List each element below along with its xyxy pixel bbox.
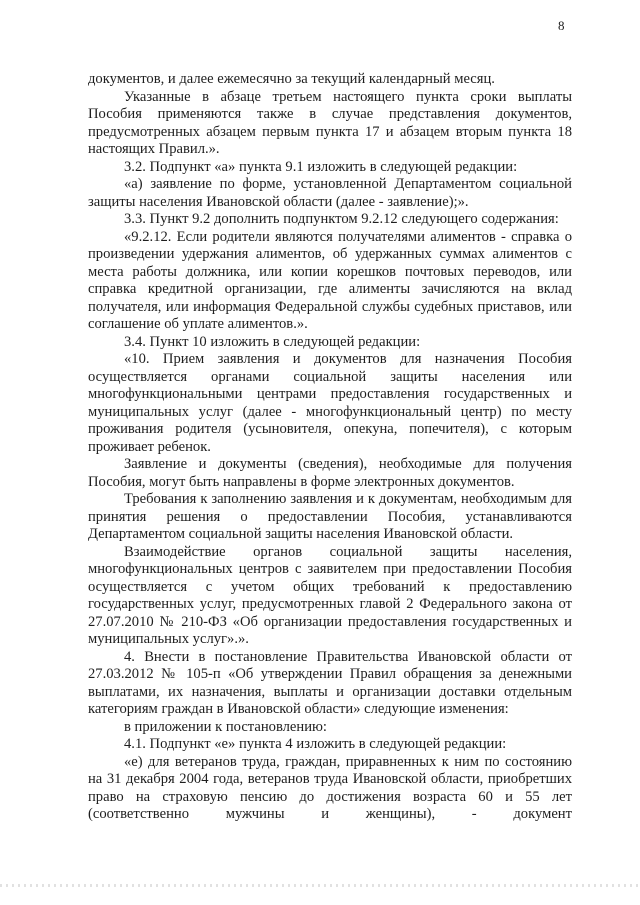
- paragraph-item-3-2: 3.2. Подпункт «а» пункта 9.1 изложить в следующей редакции:: [124, 158, 518, 175]
- paragraph-payment-terms: Указанные в абзаце третьем настоящего пункта сроки выплаты Пособия применяются также в случае представления документов, предусмотренных абзацем первым пункта 17 и абзацем вторым пункта 18 настоящих Правил.».: [88, 88, 572, 157]
- paragraph-continuation: документов, и далее ежемесячно за текущий календарный месяц.: [88, 71, 495, 87]
- paragraph-item-3-4: 3.4. Пункт 10 изложить в следующей редакции:: [124, 333, 421, 350]
- paragraph-item-3-3: 3.3. Пункт 9.2 дополнить подпунктом 9.2.12 следующего содержания:: [124, 211, 559, 227]
- paragraph-requirements: Требования к заполнению заявления и к документам, необходимым для принятия решения о предоставлении Пособия, устанавливаются Департаментом социальной защиты населения Ивановской области.: [88, 491, 572, 542]
- paragraph-appendix: в приложении к постановлению:: [124, 718, 327, 735]
- paragraph-item-4: 4. Внести в постановление Правительства Ивановской области от 27.03.2012 № 105-п «Об утверждении Правил обращения за денежными выплатами, их назначения, выплаты и организации доставки отдельным категориям граждан в Ивановской области» следующие изменения:: [88, 648, 572, 717]
- paragraph-interaction: Взаимодействие органов социальной защиты населения, многофункциональных центров с заявителем при предоставлении Пособия осуществляется с учетом общих требований к предоставлению государственных услуг, предусмотренных главой 2 Федерального закона от 27.07.2010 № 210-ФЗ «Об организации предоставления государственных и муниципальных услуг».».: [88, 543, 572, 647]
- paragraph-electronic-docs: Заявление и документы (сведения), необходимые для получения Пособия, могут быть направлены в форме электронных документов.: [88, 456, 572, 490]
- paragraph-item-10: «10. Прием заявления и документов для назначения Пособия осуществляется органами социальной защиты населения или многофункциональными центрами предоставления государственных и муниципальных услуг (далее - многофункциональный центр) по месту проживания родителя (усыновителя, опекуна, попечителя), с которым проживает ребенок.: [88, 351, 572, 455]
- document-body: [88, 71, 572, 824]
- paragraph-item-4-1: 4.1. Подпункт «е» пункта 4 изложить в следующей редакции:: [124, 736, 507, 752]
- paragraph-subitem-e: «е) для ветеранов труда, граждан, приравненных к ним по состоянию на 31 декабря 2004 года, ветеранов труда Ивановской области, приобретших право на страховую пенсию до достижения возраста 60 и 55 лет (соответственно мужчины и женщины), - документ: [88, 753, 572, 822]
- paragraph-item-9-2-12: «9.2.12. Если родители являются получателями алиментов - справка о произведении удержания алиментов, об удержанных суммах алиментов с места работы должника, или копии корешков почтовых переводов, или справка кредитной организации, где алименты зачисляются на вклад получателя, или информация Федеральной службы судебных приставов, или соглашение об уплате алиментов.».: [88, 228, 572, 332]
- page-number: 8: [558, 18, 565, 33]
- paragraph-subitem-a: «а) заявление по форме, установленной Департаментом социальной защиты населения Ивановской области (далее - заявление);».: [88, 176, 572, 210]
- scan-edge-artifact: [0, 884, 640, 887]
